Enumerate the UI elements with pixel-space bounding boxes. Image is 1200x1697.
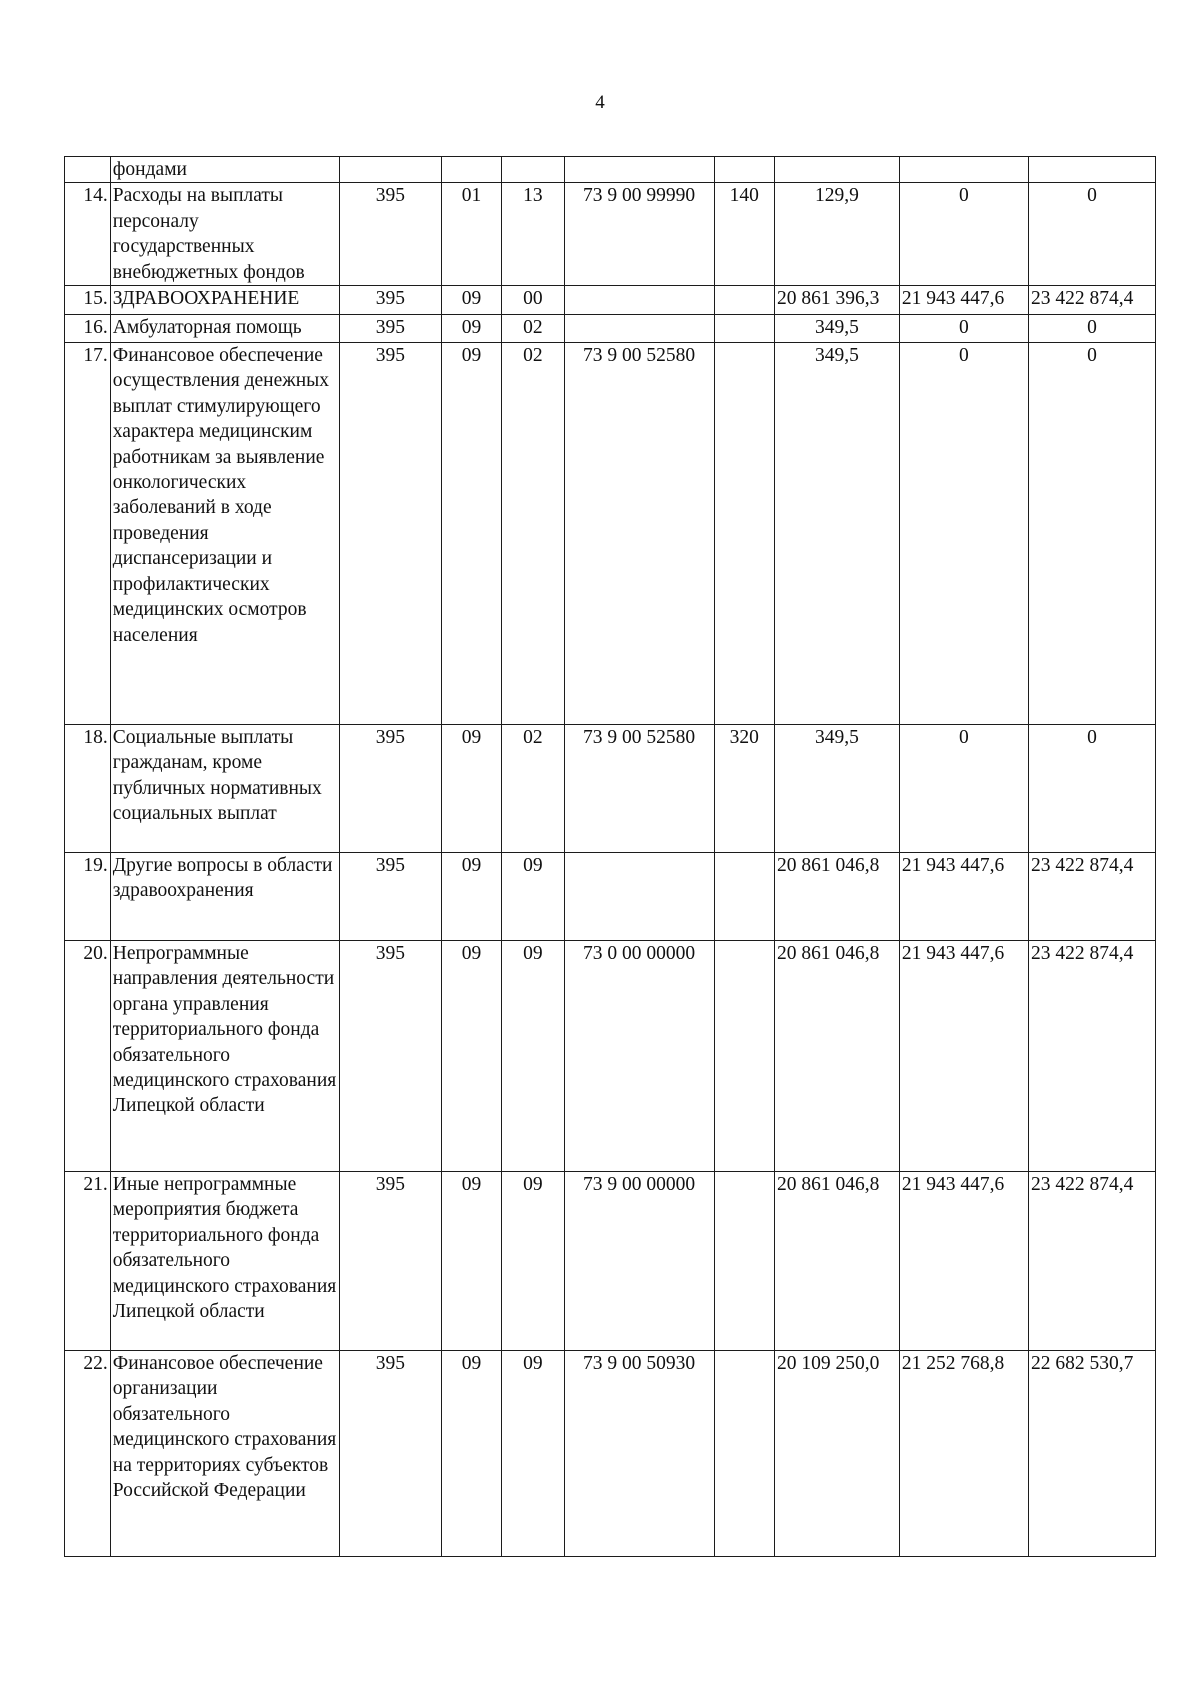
table-row — [65, 1351, 1156, 1557]
code-section: 09 — [441, 853, 501, 941]
expense-name: Другие вопросы в области здравоохранения — [110, 853, 339, 941]
expense-name: Социальные выплаты гражданам, кроме публичных нормативных социальных выплат — [110, 725, 339, 853]
table-row — [65, 183, 1156, 286]
code-target: 73 0 00 00000 — [564, 941, 714, 1172]
expense-name: Расходы на выплаты персоналу государственных внебюджетных фондов — [110, 183, 339, 286]
code-subsection: 09 — [502, 1351, 564, 1557]
code-target — [564, 157, 714, 183]
amount-year-2: 21 252 768,8 — [899, 1351, 1028, 1557]
code-admin: 395 — [339, 1172, 441, 1351]
code-section: 09 — [441, 1172, 501, 1351]
code-admin: 395 — [339, 343, 441, 725]
amount-year-1: 349,5 — [774, 725, 899, 853]
amount-year-3: 0 — [1028, 183, 1155, 286]
amount-year-3: 23 422 874,4 — [1028, 286, 1155, 315]
amount-year-3: 23 422 874,4 — [1028, 941, 1155, 1172]
code-target: 73 9 00 99990 — [564, 183, 714, 286]
expense-name: Финансовое обеспечение организации обязательного медицинского страхования на территориях субъектов Российской Федерации — [110, 1351, 339, 1557]
amount-year-2: 21 943 447,6 — [899, 853, 1028, 941]
amount-year-3: 0 — [1028, 725, 1155, 853]
code-expense-type — [714, 853, 774, 941]
code-section: 09 — [441, 941, 501, 1172]
row-number: 15. — [65, 286, 111, 315]
code-subsection — [502, 157, 564, 183]
expense-name: ЗДРАВООХРАНЕНИЕ — [110, 286, 339, 315]
code-section: 09 — [441, 725, 501, 853]
amount-year-2 — [899, 157, 1028, 183]
code-admin: 395 — [339, 1351, 441, 1557]
budget-table — [64, 156, 1156, 1557]
code-subsection: 02 — [502, 343, 564, 725]
code-subsection: 09 — [502, 1172, 564, 1351]
table-row — [65, 286, 1156, 315]
code-subsection: 09 — [502, 853, 564, 941]
amount-year-1: 20 861 046,8 — [774, 853, 899, 941]
amount-year-2: 21 943 447,6 — [899, 941, 1028, 1172]
code-expense-type — [714, 315, 774, 343]
row-number: 17. — [65, 343, 111, 725]
code-admin — [339, 157, 441, 183]
code-subsection: 09 — [502, 941, 564, 1172]
row-number: 14. — [65, 183, 111, 286]
row-number: 16. — [65, 315, 111, 343]
amount-year-1: 20 861 396,3 — [774, 286, 899, 315]
code-expense-type: 140 — [714, 183, 774, 286]
table-row — [65, 157, 1156, 183]
amount-year-1: 129,9 — [774, 183, 899, 286]
page-number: 4 — [595, 92, 605, 113]
code-admin: 395 — [339, 941, 441, 1172]
amount-year-1 — [774, 157, 899, 183]
code-subsection: 02 — [502, 315, 564, 343]
amount-year-1: 20 109 250,0 — [774, 1351, 899, 1557]
code-target: 73 9 00 50930 — [564, 1351, 714, 1557]
amount-year-2: 0 — [899, 315, 1028, 343]
expense-name: Амбулаторная помощь — [110, 315, 339, 343]
amount-year-1: 20 861 046,8 — [774, 941, 899, 1172]
table-row — [65, 725, 1156, 853]
code-expense-type: 320 — [714, 725, 774, 853]
code-expense-type — [714, 343, 774, 725]
table-row — [65, 315, 1156, 343]
amount-year-1: 349,5 — [774, 343, 899, 725]
amount-year-3: 0 — [1028, 343, 1155, 725]
code-target — [564, 315, 714, 343]
row-number: 21. — [65, 1172, 111, 1351]
amount-year-1: 349,5 — [774, 315, 899, 343]
amount-year-3: 22 682 530,7 — [1028, 1351, 1155, 1557]
code-admin: 395 — [339, 286, 441, 315]
code-section: 09 — [441, 1351, 501, 1557]
code-section: 09 — [441, 343, 501, 725]
amount-year-2: 21 943 447,6 — [899, 286, 1028, 315]
code-expense-type — [714, 1351, 774, 1557]
code-target — [564, 853, 714, 941]
amount-year-2: 0 — [899, 725, 1028, 853]
amount-year-2: 21 943 447,6 — [899, 1172, 1028, 1351]
row-number: 18. — [65, 725, 111, 853]
code-section: 01 — [441, 183, 501, 286]
expense-name: Иные непрограммные мероприятия бюджета территориального фонда обязательного медицинского страхования Липецкой области — [110, 1172, 339, 1351]
code-section: 09 — [441, 315, 501, 343]
code-subsection: 00 — [502, 286, 564, 315]
table-row — [65, 1172, 1156, 1351]
amount-year-3: 23 422 874,4 — [1028, 1172, 1155, 1351]
code-subsection: 02 — [502, 725, 564, 853]
table-row — [65, 853, 1156, 941]
code-section — [441, 157, 501, 183]
amount-year-3: 23 422 874,4 — [1028, 853, 1155, 941]
code-admin: 395 — [339, 183, 441, 286]
code-subsection: 13 — [502, 183, 564, 286]
row-number: 22. — [65, 1351, 111, 1557]
amount-year-2: 0 — [899, 343, 1028, 725]
table-row — [65, 941, 1156, 1172]
code-expense-type — [714, 157, 774, 183]
code-admin: 395 — [339, 725, 441, 853]
table-row — [65, 343, 1156, 725]
code-target — [564, 286, 714, 315]
amount-year-2: 0 — [899, 183, 1028, 286]
code-expense-type — [714, 286, 774, 315]
expense-name: Непрограммные направления деятельности органа управления территориального фонда обязательного медицинского страхования Липецкой области — [110, 941, 339, 1172]
code-section: 09 — [441, 286, 501, 315]
code-target: 73 9 00 00000 — [564, 1172, 714, 1351]
amount-year-1: 20 861 046,8 — [774, 1172, 899, 1351]
code-target: 73 9 00 52580 — [564, 343, 714, 725]
amount-year-3: 0 — [1028, 315, 1155, 343]
row-number — [65, 157, 111, 183]
code-expense-type — [714, 1172, 774, 1351]
code-admin: 395 — [339, 315, 441, 343]
code-admin: 395 — [339, 853, 441, 941]
amount-year-3 — [1028, 157, 1155, 183]
expense-name: фондами — [110, 157, 339, 183]
row-number: 20. — [65, 941, 111, 1172]
code-target: 73 9 00 52580 — [564, 725, 714, 853]
row-number: 19. — [65, 853, 111, 941]
code-expense-type — [714, 941, 774, 1172]
expense-name: Финансовое обеспечение осуществления денежных выплат стимулирующего характера медицинским работникам за выявление онкологических заболеваний в ходе проведения диспансеризации и профилактических медицинских осмотров населения — [110, 343, 339, 725]
